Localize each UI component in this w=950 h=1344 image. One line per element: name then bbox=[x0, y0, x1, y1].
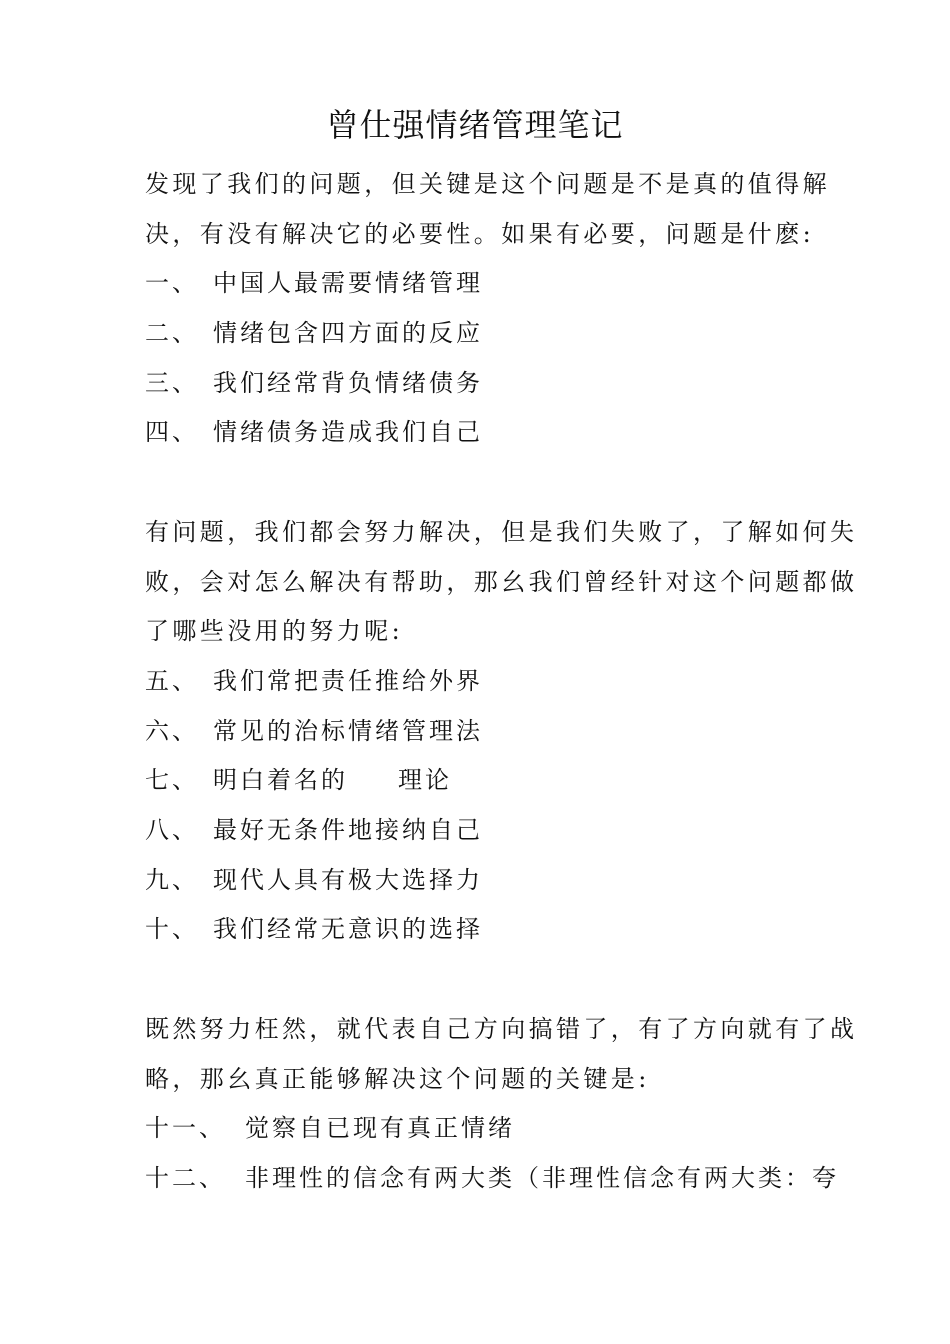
list-item bbox=[145, 414, 815, 450]
document-title: 曾仕强情绪管理笔记 bbox=[326, 106, 624, 144]
list-item bbox=[145, 365, 815, 401]
list-item-number: 十、 bbox=[145, 915, 199, 943]
list-item-number: 七、 bbox=[145, 766, 199, 794]
list-item-number: 一、 bbox=[145, 269, 199, 297]
list-item bbox=[145, 265, 815, 301]
paragraph-line: 既然努力枉然，就代表自己方向搞错了，有了方向就有了战 bbox=[145, 1015, 858, 1043]
list-item bbox=[145, 911, 815, 947]
list-item-text-continued: 理论 bbox=[398, 766, 452, 794]
list-item-number: 十二、 bbox=[145, 1164, 226, 1192]
list-item-number: 九、 bbox=[145, 866, 199, 894]
list-item-text: 我们经常背负情绪债务 bbox=[213, 369, 483, 397]
paragraph-line: 了哪些没用的努力呢: bbox=[145, 617, 404, 645]
list-item-text: 我们经常无意识的选择 bbox=[213, 915, 483, 943]
list-item-text: 现代人具有极大选择力 bbox=[213, 866, 483, 894]
list-item bbox=[145, 862, 815, 898]
paragraph-line: 决，有没有解决它的必要性。如果有必要，问题是什麽: bbox=[145, 220, 815, 248]
list-item bbox=[145, 812, 815, 848]
paragraph-line: 败，会对怎么解决有帮助，那幺我们曾经针对这个问题都做 bbox=[145, 568, 858, 596]
list-item-number: 四、 bbox=[145, 418, 199, 446]
list-item-text: 我们常把责任推给外界 bbox=[213, 667, 483, 695]
list-item bbox=[145, 713, 815, 749]
paragraph-line: 略，那幺真正能够解决这个问题的关键是: bbox=[145, 1065, 650, 1093]
list-item-number: 八、 bbox=[145, 816, 199, 844]
list-item-number: 十一、 bbox=[145, 1114, 226, 1142]
list-item-text: 非理性的信念有两大类（非理性信念有两大类：夸 bbox=[245, 1164, 839, 1192]
paragraph-line: 发现了我们的问题，但关键是这个问题是不是真的值得解 bbox=[145, 170, 830, 198]
list-item-text: 明白着名的 bbox=[213, 766, 348, 794]
list-item-text: 最好无条件地接纳自己 bbox=[213, 816, 483, 844]
paragraph-line: 有问题，我们都会努力解决，但是我们失败了，了解如何失 bbox=[145, 518, 858, 546]
list-item-number: 五、 bbox=[145, 667, 199, 695]
list-item-text: 觉察自已现有真正情绪 bbox=[245, 1114, 515, 1142]
list-item-text: 中国人最需要情绪管理 bbox=[213, 269, 483, 297]
list-item bbox=[145, 315, 815, 351]
list-item-number: 二、 bbox=[145, 319, 199, 347]
list-item-number: 六、 bbox=[145, 717, 199, 745]
list-item-number: 三、 bbox=[145, 369, 199, 397]
list-item bbox=[145, 1110, 815, 1146]
list-item bbox=[145, 663, 815, 699]
list-item-text: 常见的治标情绪管理法 bbox=[213, 717, 483, 745]
list-item bbox=[145, 1160, 839, 1196]
list-item-text: 情绪债务造成我们自己 bbox=[213, 418, 483, 446]
list-item bbox=[145, 762, 815, 798]
list-item-text: 情绪包含四方面的反应 bbox=[213, 319, 483, 347]
